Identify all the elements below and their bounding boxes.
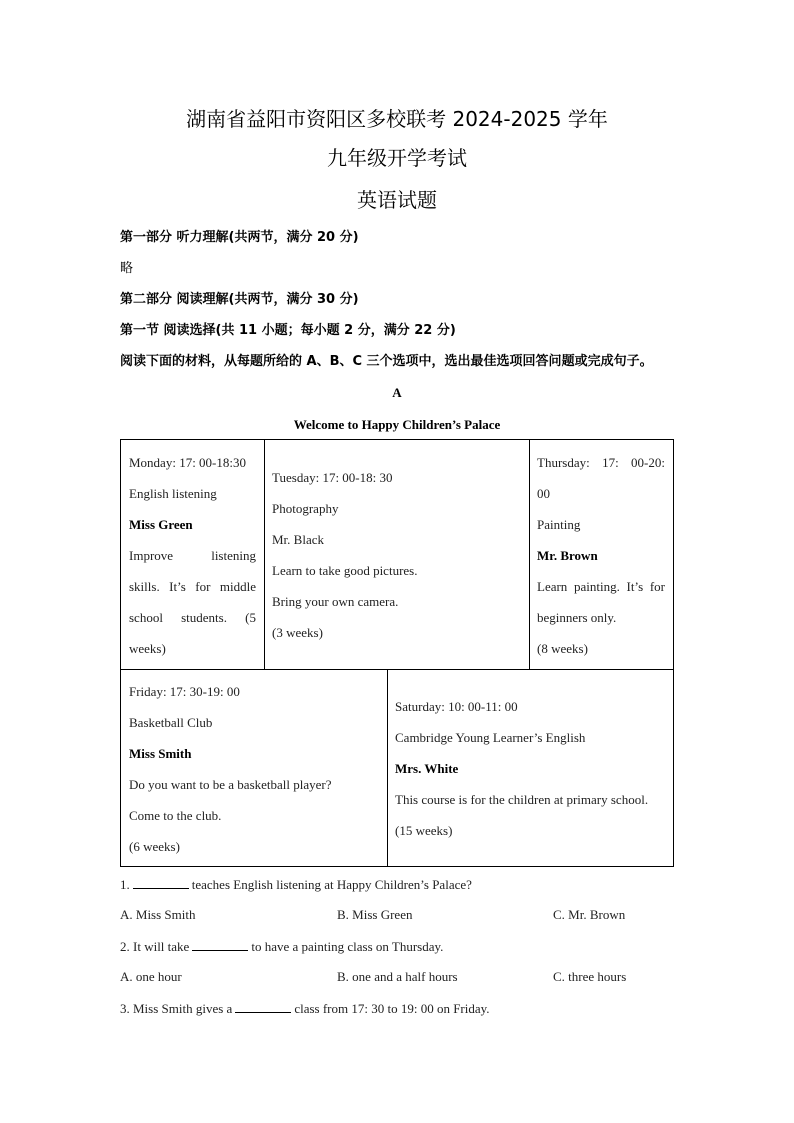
- part1-note: 略: [120, 261, 134, 276]
- question-1-option-a[interactable]: A. Miss Smith: [120, 907, 196, 922]
- question-2-option-c[interactable]: C. three hours: [553, 969, 627, 984]
- tuesday-desc2: Bring your own camera.: [272, 594, 399, 609]
- monday-desc2: skills. It’s for middle: [129, 579, 256, 594]
- monday-desc4: weeks): [129, 641, 166, 656]
- thursday-desc1: Learn painting. It’s for: [537, 579, 665, 594]
- question-1-option-b[interactable]: B. Miss Green: [337, 907, 413, 922]
- thursday-cell: [529, 447, 673, 664]
- saturday-desc2: (15 weeks): [395, 823, 453, 838]
- question-2-stem: to have a painting class on Thursday.: [251, 939, 444, 954]
- answer-blank[interactable]: [192, 938, 248, 951]
- question-3-prefix: 3. Miss Smith gives a: [120, 1001, 233, 1016]
- thursday-course: Painting: [537, 517, 581, 532]
- tuesday-cell: [264, 462, 529, 648]
- monday-desc1: Improve listening: [129, 548, 256, 563]
- part2-heading: 第二部分 阅读理解(共两节，满分 30 分): [120, 292, 359, 307]
- saturday-time: Saturday: 10: 00-11: 00: [395, 699, 518, 714]
- thursday-teacher: Mr. Brown: [537, 548, 598, 563]
- friday-desc3: (6 weeks): [129, 839, 180, 854]
- thursday-time-cont: 00: [537, 486, 550, 501]
- question-1-stem: teaches English listening at Happy Children’s Palace?: [191, 877, 472, 892]
- tuesday-teacher: Mr. Black: [272, 532, 324, 547]
- passage-heading: Welcome to Happy Children’s Palace: [293, 417, 501, 432]
- question-3: [120, 1000, 490, 1017]
- saturday-teacher: Mrs. White: [395, 761, 459, 776]
- friday-teacher: Miss Smith: [129, 746, 192, 761]
- schedule-table: [120, 439, 674, 867]
- saturday-cell: [387, 691, 673, 846]
- question-1-option-c[interactable]: C. Mr. Brown: [553, 907, 626, 922]
- friday-time: Friday: 17: 30-19: 00: [129, 684, 240, 699]
- tuesday-desc1: Learn to take good pictures.: [272, 563, 418, 578]
- exam-title-line2: 九年级开学考试: [327, 146, 467, 170]
- monday-time: Monday: 17: 00-18:30: [129, 455, 246, 470]
- question-3-stem: class from 17: 30 to 19: 00 on Friday.: [294, 1001, 490, 1016]
- table-divider: [121, 669, 673, 670]
- thursday-time: Thursday: 17: 00-20:: [537, 455, 665, 470]
- tuesday-desc3: (3 weeks): [272, 625, 323, 640]
- monday-course: English listening: [129, 486, 217, 501]
- saturday-desc1: This course is for the children at primary school.: [395, 792, 649, 807]
- monday-desc3: school students. (5: [129, 610, 256, 625]
- thursday-desc2: beginners only.: [537, 610, 617, 625]
- friday-course: Basketball Club: [129, 715, 213, 730]
- thursday-desc3: (8 weeks): [537, 641, 588, 656]
- question-2-option-b[interactable]: B. one and a half hours: [337, 969, 458, 984]
- tuesday-time: Tuesday: 17: 00-18: 30: [272, 470, 393, 485]
- friday-desc1: Do you want to be a basketball player?: [129, 777, 332, 792]
- question-2: [120, 938, 443, 955]
- answer-blank[interactable]: [235, 1000, 291, 1013]
- monday-teacher: Miss Green: [129, 517, 193, 532]
- saturday-course: Cambridge Young Learner’s English: [395, 730, 586, 745]
- exam-title-line1: 湖南省益阳市资阳区多校联考 2024-2025 学年: [186, 107, 608, 131]
- exam-title-line3: 英语试题: [357, 188, 437, 212]
- friday-cell: [121, 676, 387, 862]
- question-2-option-a[interactable]: A. one hour: [120, 969, 182, 984]
- answer-blank[interactable]: [133, 876, 189, 889]
- question-2-prefix: 2. It will take: [120, 939, 190, 954]
- monday-cell: [121, 447, 264, 664]
- question-1: [120, 876, 472, 893]
- friday-desc2: Come to the club.: [129, 808, 222, 823]
- question-1-prefix: 1.: [120, 877, 130, 892]
- instruction-text: 阅读下面的材料，从每题所给的 A、B、C 三个选项中，选出最佳选项回答问题或完成句子。: [120, 354, 653, 369]
- part1-heading: 第一部分 听力理解(共两节，满分 20 分): [120, 230, 359, 245]
- passage-label: A: [392, 385, 402, 400]
- section1-heading: 第一节 阅读选择(共 11 小题；每小题 2 分，满分 22 分): [120, 323, 456, 338]
- tuesday-course: Photography: [272, 501, 339, 516]
